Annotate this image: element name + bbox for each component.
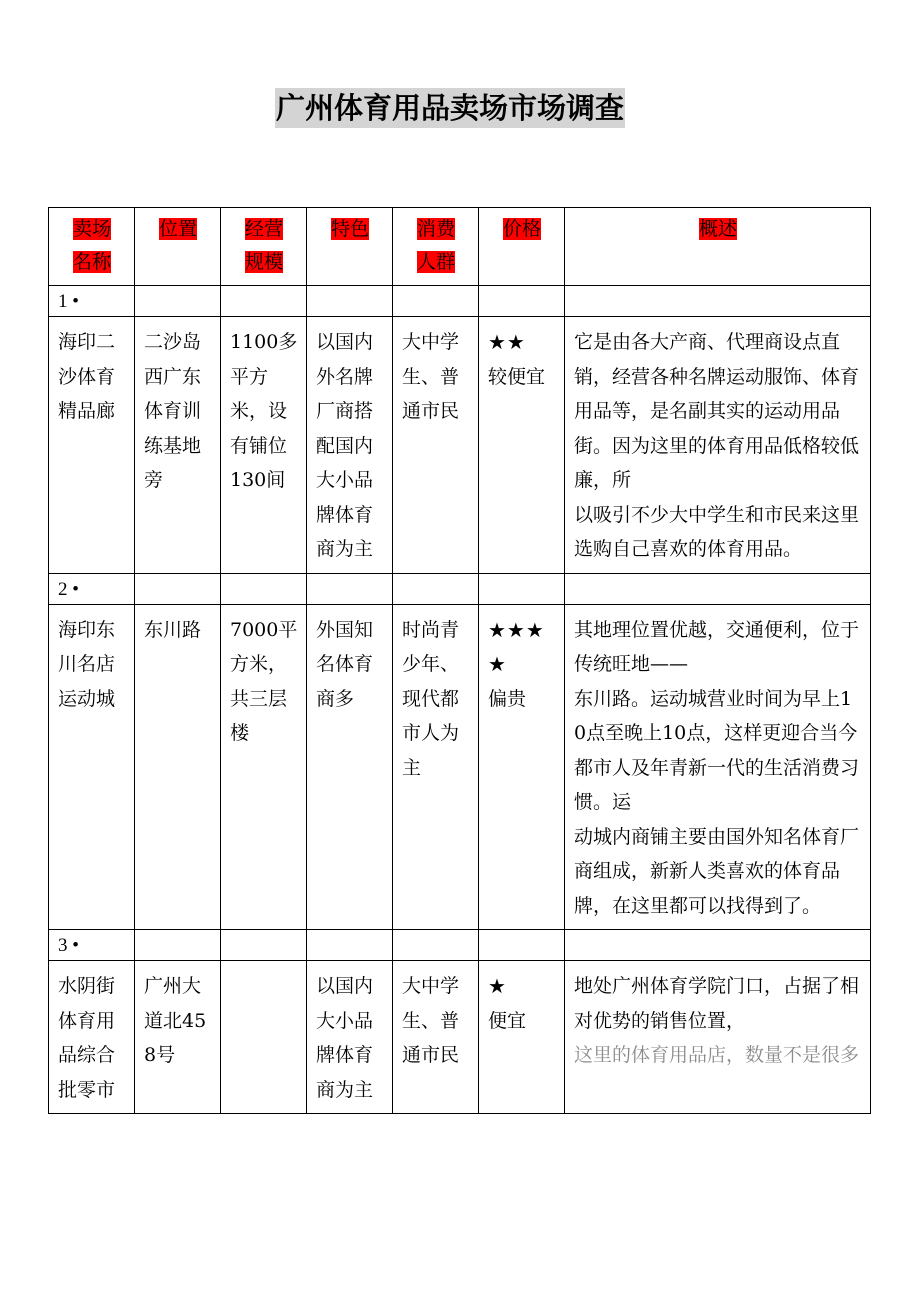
header-scale: 经营 规模	[221, 208, 307, 286]
header-name: 卖场 名称	[49, 208, 135, 286]
row-number	[49, 573, 871, 604]
header-price: 价格	[479, 208, 565, 286]
cell-name: 海印东川名店运动城	[49, 604, 135, 930]
cell-name: 海印二沙体育精品廊	[49, 317, 135, 574]
cell-name: 水阴街体育用品综合批零市	[49, 961, 135, 1114]
row-number-cell: 1 •	[49, 286, 135, 317]
cell-price	[479, 604, 565, 930]
price-stars-icon: ★	[488, 974, 507, 998]
cell-feature: 以国内大小品牌体育商为主	[307, 961, 393, 1114]
cell-feature: 外国知名体育商多	[307, 604, 393, 930]
row-number-cell: 2 •	[49, 573, 135, 604]
row-number-cell: 3 •	[49, 930, 135, 961]
cell-consumers: 时尚青少年、现代都市人为主	[393, 604, 479, 930]
header-summary: 概述	[565, 208, 871, 286]
cell-scale: 1100多平方米，设有铺位130间	[221, 317, 307, 574]
cell-location: 东川路	[135, 604, 221, 930]
summary-text: 动城内商铺主要由国外知名体育厂商组成，新新人类喜欢的体育品牌，在这里都可以找得到了。	[574, 825, 860, 917]
summary-text-faded: 这里的体育用品店，数量不是很多	[574, 1044, 860, 1066]
price-label: 较便宜	[488, 365, 546, 388]
cell-consumers: 大中学生、普通市民	[393, 961, 479, 1114]
summary-text: 以吸引不少大中学生和市民来这里选购自己喜欢的体育用品。	[574, 503, 860, 560]
cell-location: 广州大道北458号	[135, 961, 221, 1114]
price-stars-icon: ★★★★	[488, 617, 545, 676]
table-row	[49, 317, 871, 574]
summary-text: 其地理位置优越，交通便利，位于传统旺地——	[574, 618, 860, 675]
cell-consumers: 大中学生、普通市民	[393, 317, 479, 574]
header-row	[49, 208, 871, 286]
table-row	[49, 604, 871, 930]
row-number	[49, 930, 871, 961]
cell-feature: 以国内外名牌厂商搭配国内大小品牌体育商为主	[307, 317, 393, 574]
cell-price	[479, 961, 565, 1114]
market-survey-table	[48, 207, 871, 1114]
header-consumers: 消费 人群	[393, 208, 479, 286]
price-label: 偏贵	[488, 687, 527, 710]
cell-summary	[565, 317, 871, 574]
price-label: 便宜	[488, 1009, 527, 1032]
summary-text: 东川路。运动城营业时间为早上10点至晚上10点，这样更迎合当今都市人及年青新一代的生活消费习惯。运	[574, 687, 860, 813]
cell-location: 二沙岛西广东体育训练基地旁	[135, 317, 221, 574]
cell-summary	[565, 604, 871, 930]
summary-text: 地处广州体育学院门口，占据了相对优势的销售位置，	[574, 975, 860, 1032]
header-location: 位置	[135, 208, 221, 286]
cell-summary	[565, 961, 871, 1114]
cell-scale	[221, 961, 307, 1114]
price-stars-icon: ★★	[488, 330, 526, 354]
cell-price	[479, 317, 565, 574]
summary-text: 它是由各大产商、代理商设点直销，经营各种名牌运动服饰、体育用品等，是名副其实的运动用品街。因为这里的体育用品低格较低廉，所	[574, 331, 860, 491]
page-title: 广州体育用品卖场市场调查	[275, 88, 625, 128]
cell-scale: 7000平方米，共三层楼	[221, 604, 307, 930]
header-feature: 特色	[307, 208, 393, 286]
row-number	[49, 286, 871, 317]
table-row	[49, 961, 871, 1114]
